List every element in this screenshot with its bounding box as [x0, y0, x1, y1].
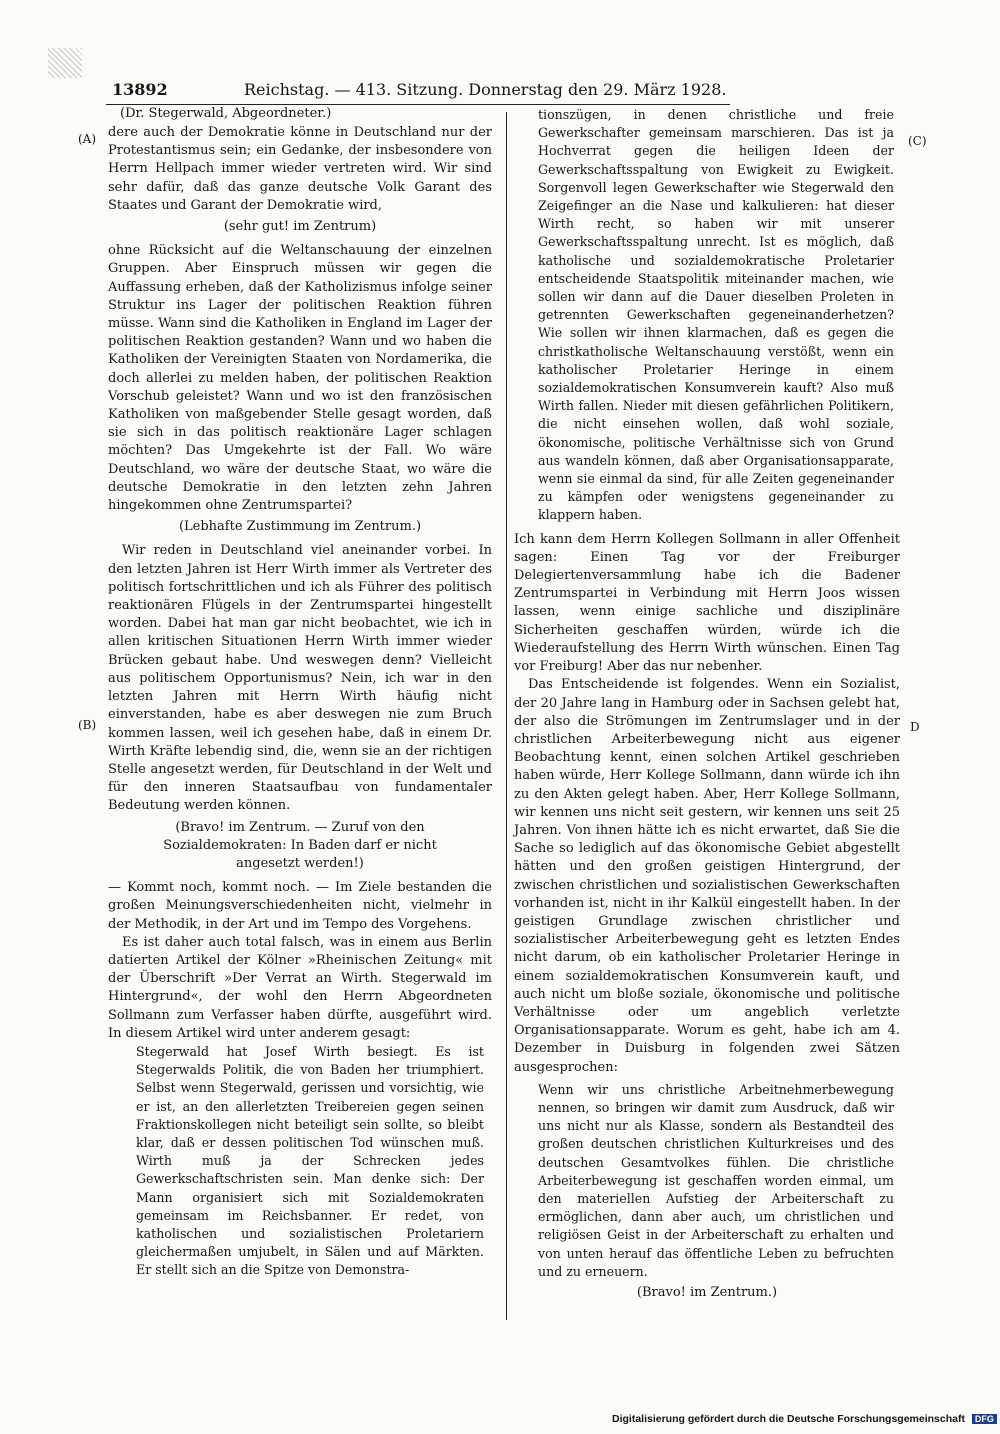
page-number: 13892	[112, 80, 168, 99]
paragraph: — Kommt noch, kommt noch. — Im Ziele bestanden die großen Meinungsverschiedenheiten nicht, vielmehr in der Methodik, in der Art und im Tempo des Vorgehens.	[108, 880, 492, 932]
paragraph: dere auch der Demokratie könne in Deutschland nur der Protestantismus sein; ein Gedanke, der insbesondere von Herrn Hellpach immer wieder vertreten wird. Wir sind sehr dafür, daß das ganze deutsche Volk Garant des Staates und Garant der Demokratie wird,	[108, 125, 492, 213]
margin-mark-c: (C)	[908, 134, 927, 148]
paragraph: Ich kann dem Herrn Kollegen Sollmann in aller Offenheit sagen: Einen Tag vor der Freiburger Delegiertenversammlung habe ich die Badener Zentrumspartei in Verbindung mit Herrn Joos wissen lassen, wenn einige sachliche und disziplinäre Sicherheiten geschaffen würden, würde ich die Wiederaufstellung des Herrn Wirth wünschen. Einen Tag vor Freiburg! Aber das nur nebenher.	[514, 531, 900, 675]
page-header	[112, 80, 728, 102]
margin-mark-a: (A)	[78, 132, 97, 146]
right-column	[514, 106, 900, 1308]
interjection: (Lebhafte Zustimmung im Zentrum.)	[178, 519, 422, 535]
paragraph: Das Entscheidende ist folgendes. Wenn ein Sozialist, der 20 Jahre lang in Hamburg oder in Sachsen gelebt hat, der also die Strömungen im Zentrumslager und in der christlichen Arbeiterbewegung nicht aus eigener Beobachtung kennt, einen solchen Artikel geschrieben haben würde, Herr Kollege Sollmann, dann würde ich ihn zu den Akten gelegt haben. Aber, Herr Kollege Sollmann, wir kennen uns nicht seit gestern, wir kennen uns seit 25 Jahren. Von ihnen hätte ich es nicht erwartet, daß Sie die Sache so lediglich auf das ökonomische Gebiet abgestellt hätten und den großen geistigen Hintergrund, der zwischen christlichen und sozialistischen Gewerkschaften vorhanden ist, nicht in ihr Kalkül eingestellt haben. In der geistigen Grundlage zwischen christlicher und sozialistischer Arbeiterbewegung geht es letzten Endes nicht darum, ob ein katholischer Proletarier Heringe in einem sozialdemokratischen Konsumverein kauft, und auch nicht um bloße soziale, ökonomische und politische Verhältnisse oder um angeblich verletzte Organisationsapparate. Worum es geht, habe ich am 4. Dezember in Duisburg in folgenden zwei Sätzen ausgesprochen:	[514, 677, 900, 1075]
quoted-passage: tionszügen, in denen christliche und freie Gewerkschafter gemeinsam marschieren. Das ist ja Hochverrat gegen die heiligen Ideen der Gewerkschaftsspaltung von Ewigkeit zu Ewigkeit. Sorgenvoll legen Gewerkschafter wie Stegerwald den Zeigefinger an die Nase und kalkulieren: hat dieser Wirth recht, so haben wir mit unserer Gewerkschaftsspaltung unrecht. Ist es möglich, daß katholische und sozialdemokratische Proletarier entscheidende Staatspolitik miteinander machen, wie sollen wir dann auf die Dauer dieselben Proleten in getrennten Gewerkschaften gegeneinanderhetzen? Wie sollen wir ihnen klarmachen, daß es gegen die christkatholische Weltanschauung verstößt, wenn ein katholischer Proletarier Heringe in einem sozialdemokratischen Konsumverein kauft? Also muß Wirth fallen. Nieder mit diesen gefährlichen Politikern, die nicht einsehen wollen, daß wohl soziale, ökonomische, politische Verhältnisse sich von Grund aus wandeln können, daß aber Organisationsapparate, wenn sie einmal da sind, für alle Zeiten gegeneinander zu kämpfen oder wenigstens gegeneinander zu klappern haben.	[538, 107, 894, 523]
margin-mark-d: D	[910, 720, 920, 734]
interjection: (Bravo! im Zentrum. — Zuruf von den Sozialdemokraten: In Baden darf er nicht angesetzt werden!)	[163, 819, 437, 871]
interjection: (sehr gut! im Zentrum)	[223, 219, 377, 235]
page-title: Reichstag. — 413. Sitzung. Donnerstag den 29. März 1928.	[244, 80, 727, 99]
column-divider	[506, 112, 507, 1320]
footer-text: Digitalisierung gefördert durch die Deutsche Forschungsgemeinschaft	[612, 1413, 965, 1425]
speaker-label: (Dr. Stegerwald, Abgeordneter.)	[120, 106, 332, 121]
quoted-passage: Stegerwald hat Josef Wirth besiegt. Es ist Stegerwalds Politik, die von Baden her triumphiert. Selbst wenn Stegerwald, gerissen und vorsichtig, wie er ist, an den allerletzten Treibereien gegen seinen Fraktionskollegen nicht beteiligt sein sollte, so bleibt klar, daß er dessen politischen Tod wünschen muß. Wirth muß ja der Schrecken jedes Gewerkschaftschristen sein. Man denke sich: Der Mann organisiert sich mit Sozialdemokraten gemeinsam im Reichsbanner. Er redet, von katholischen und sozialistischen Proletariern gleichermaßen umjubelt, in Sälen und auf Märkten. Er stellt sich an die Spitze von Demonstra-	[136, 1043, 484, 1278]
paragraph: ohne Rücksicht auf die Weltanschauung der einzelnen Gruppen. Aber Einspruch müssen wir gegen die Auffassung erheben, daß der Katholizismus infolge seiner Struktur ins Lager der politischen Reaktion führen müsse. Wann sind die Katholiken in England im Lager der politischen Reaktion gestanden? Wann und wo haben die Katholiken der Vereinigten Staaten von Nordamerika, die doch allerlei zu melden haben, der politischen Reaktion Vorschub geleistet? Wann und wo ist den französischen Katholiken von maßgebender Stelle gesagt worden, daß sie sich in das politisch reaktionäre Lager schlagen möchten? Das Umgekehrte ist der Fall. Wo wäre Deutschland, wo wäre der deutsche Staat, wo wäre die deutsche Demokratie in den letzten zehn Jahren hingekommen ohne Zentrumspartei?	[108, 243, 492, 514]
paragraph: Es ist daher auch total falsch, was in einem aus Berlin datierten Artikel der Kölner »Rheinischen Zeitung« mit der Überschrift »Der Verrat an Wirth. Stegerwald im Hintergrund«, der wohl den Herrn Abgeordneten Sollmann zum Verfasser haben dürfte, ausgeführt wird. In diesem Artikel wird unter anderem gesagt:	[108, 934, 492, 1041]
left-column	[108, 124, 492, 1280]
paragraph: Wir reden in Deutschland viel aneinander vorbei. In den letzten Jahren ist Herr Wirth immer als Vertreter des politisch fortschrittlichen und ich als Führer des politisch reaktionären Flügels in der Zentrumspartei hingestellt worden. Dabei hat man gar nicht beobachtet, wie ich in allen kritischen Situationen Herrn Wirth immer wieder Brücken gebaut habe. Und weswegen denn? Vielleicht aus politischem Opportunismus? Nein, ich war in den letzten Jahren mit Herrn Wirth häufig nicht einverstanden, habe es aber deswegen nie zum Bruch kommen lassen, weil ich gesehen habe, daß in einem Dr. Wirth Kräfte lebendig sind, die, wenn sie an der richtigen Stelle angesetzt werden, für Deutschland in der Welt und für den inneren Staatsaufbau von fundamentaler Bedeutung werden können.	[108, 543, 492, 814]
margin-mark-b: (B)	[78, 718, 97, 732]
header-rule	[106, 104, 730, 105]
interjection: (Bravo! im Zentrum.)	[636, 1285, 778, 1300]
footer	[612, 1413, 997, 1425]
quoted-passage: Wenn wir uns christliche Arbeitnehmerbewegung nennen, so bringen wir damit zum Ausdruck, daß wir uns nicht nur als Klasse, sondern als Bestandteil des großen deutschen christlichen Kulturkreises und des deutschen Gesamtvolkes fühlen. Die christliche Arbeiterbewegung ist geschaffen worden einmal, um den materiellen Aufstieg der Arbeiterschaft zu ermöglichen, dann aber auch, um christlichen und religiösen Geist in der Arbeiterschaft zu erhalten und von unten herauf das öffentliche Leben zu befruchten und zu erneuern.	[538, 1081, 894, 1279]
scan-smudge	[48, 48, 82, 78]
dfg-logo: DFG	[972, 1414, 997, 1424]
